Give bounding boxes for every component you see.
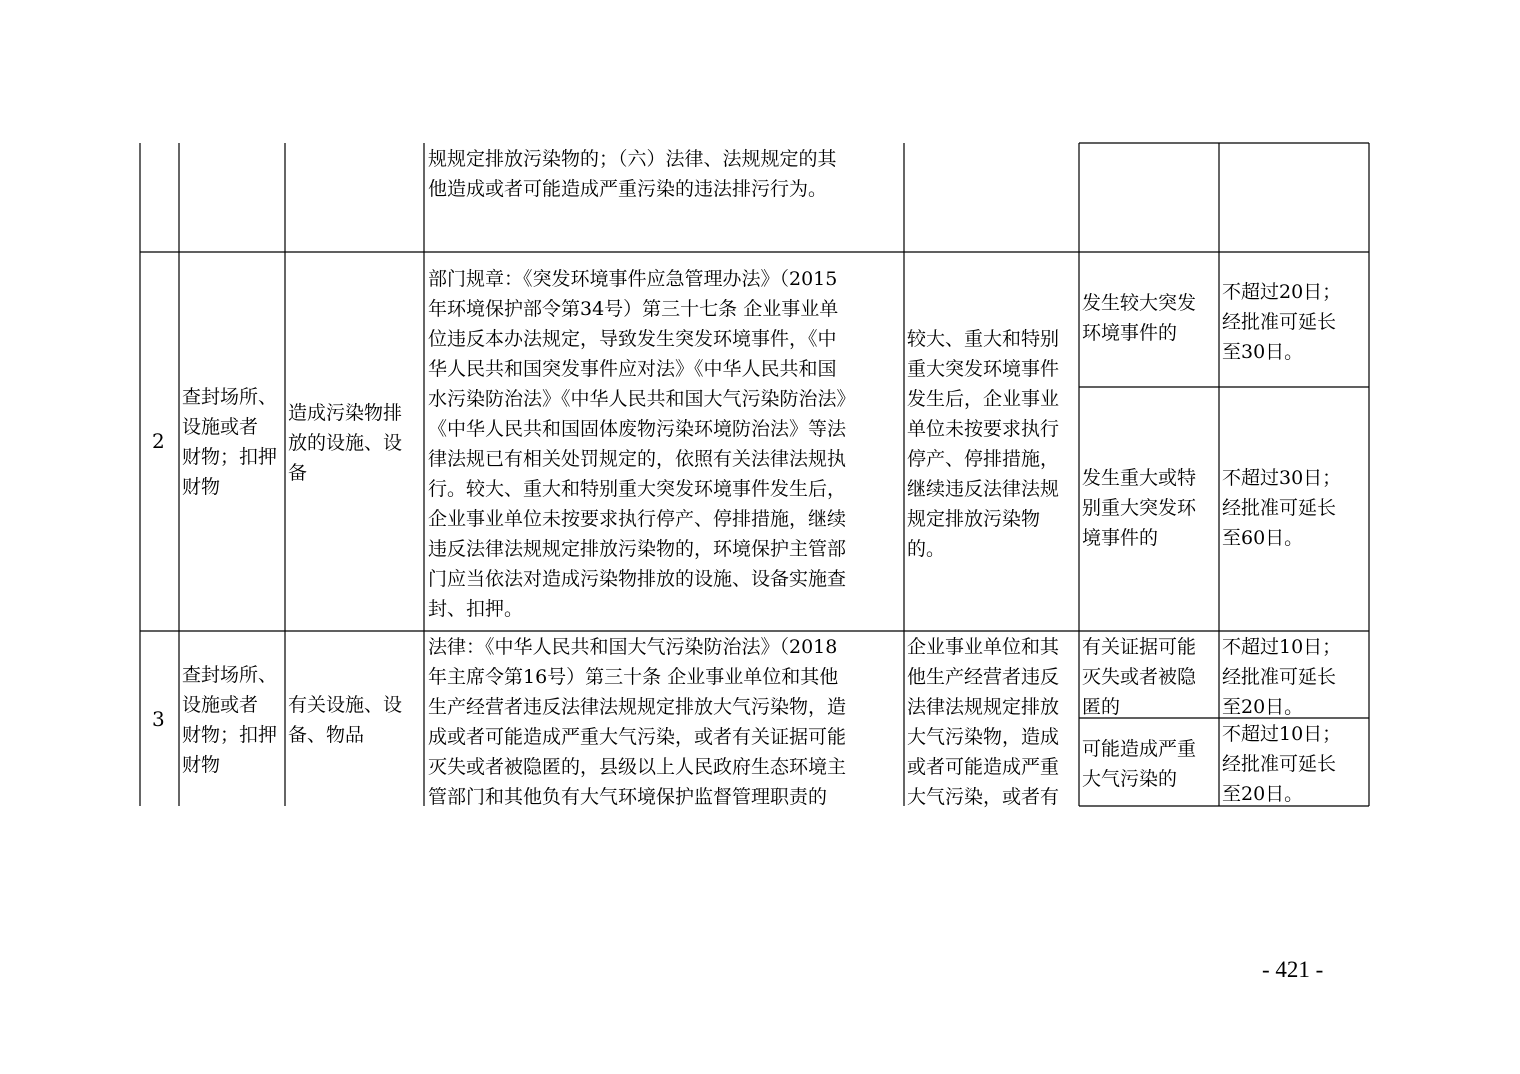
situation-cell-3a: 有关证据可能 灭失或者被隐 匿的 xyxy=(1082,636,1197,718)
row-number-2: 2 xyxy=(152,429,165,453)
time-limit-cell-2a: 不超过20日； 经批准可延长 至30日。 xyxy=(1222,281,1342,363)
time-limit-cell-2b: 不超过30日； 经批准可延长 至60日。 xyxy=(1222,467,1342,549)
object-cell-3: 有关设施、设 备、物品 xyxy=(288,694,403,746)
page-number: - 421 - xyxy=(1262,957,1324,982)
situation-cell-2a: 发生较大突发 环境事件的 xyxy=(1082,292,1197,344)
object-cell-2: 造成污染物排 放的设施、设 备 xyxy=(288,402,403,484)
measure-cell-3: 查封场所、 设施或者 财物；扣押 财物 xyxy=(182,664,278,776)
condition-cell-3: 企业事业单位和其 他生产经营者违反 法律法规规定排放 大气污染物，造成 或者可能造成严重 大气污染，或者有 xyxy=(907,636,1060,808)
situation-cell-3b: 可能造成严重 大气污染的 xyxy=(1082,738,1197,790)
measure-cell-2: 查封场所、 设施或者 财物；扣押 财物 xyxy=(182,386,278,498)
legal-basis-cell-2: 部门规章：《突发环境事件应急管理办法》（2015 年环境保护部令第34号）第三十七条 企业事业单 位违反本办法规定，导致发生突发环境事件，《中 华人民共和国突发事件应对法》《中华人民共和国 水污染防治法》《中华人民共和国大气污染防治法》 《中华人民共和国固体废物污染环境防治法》等法 律法规已有相关处罚规定的，依照有关法律法规执 行。较大、重大和特别重大突发环境事件发生后， 企业事业单位未按要求执行停产、停排措施，继续 违反法律法规规定排放污染物的，环境保护主管部 门应当依法对造成污染物排放的设施、设备实施查 封、扣押。 xyxy=(428,268,856,620)
legal-basis-cell-3: 法律：《中华人民共和国大气污染防治法》（2018 年主席令第16号）第三十条 企业事业单位和其他 生产经营者违反法律法规规定排放大气污染物，造 成或者可能造成严重大气污染，或者有关证据可能 灭失或者被隐匿的，县级以上人民政府生态环境主 管部门和其他负有大气环境保护监督管理职责的 xyxy=(428,636,847,808)
condition-cell-2: 较大、重大和特别 重大突发环境事件 发生后，企业事业 单位未按要求执行 停产、停排措施， 继续违反法律法规 规定排放污染物 的。 xyxy=(907,328,1060,560)
legal-basis-continuation: 规规定排放污染物的；（六）法律、法规规定的其 他造成或者可能造成严重污染的违法排污行为。 xyxy=(428,148,837,200)
time-limit-cell-3b: 不超过10日； 经批准可延长 至20日。 xyxy=(1222,723,1342,805)
row-number-3: 3 xyxy=(152,707,165,731)
situation-cell-2b: 发生重大或特 别重大突发环 境事件的 xyxy=(1082,467,1197,549)
time-limit-cell-3a: 不超过10日； 经批准可延长 至20日。 xyxy=(1222,636,1342,718)
